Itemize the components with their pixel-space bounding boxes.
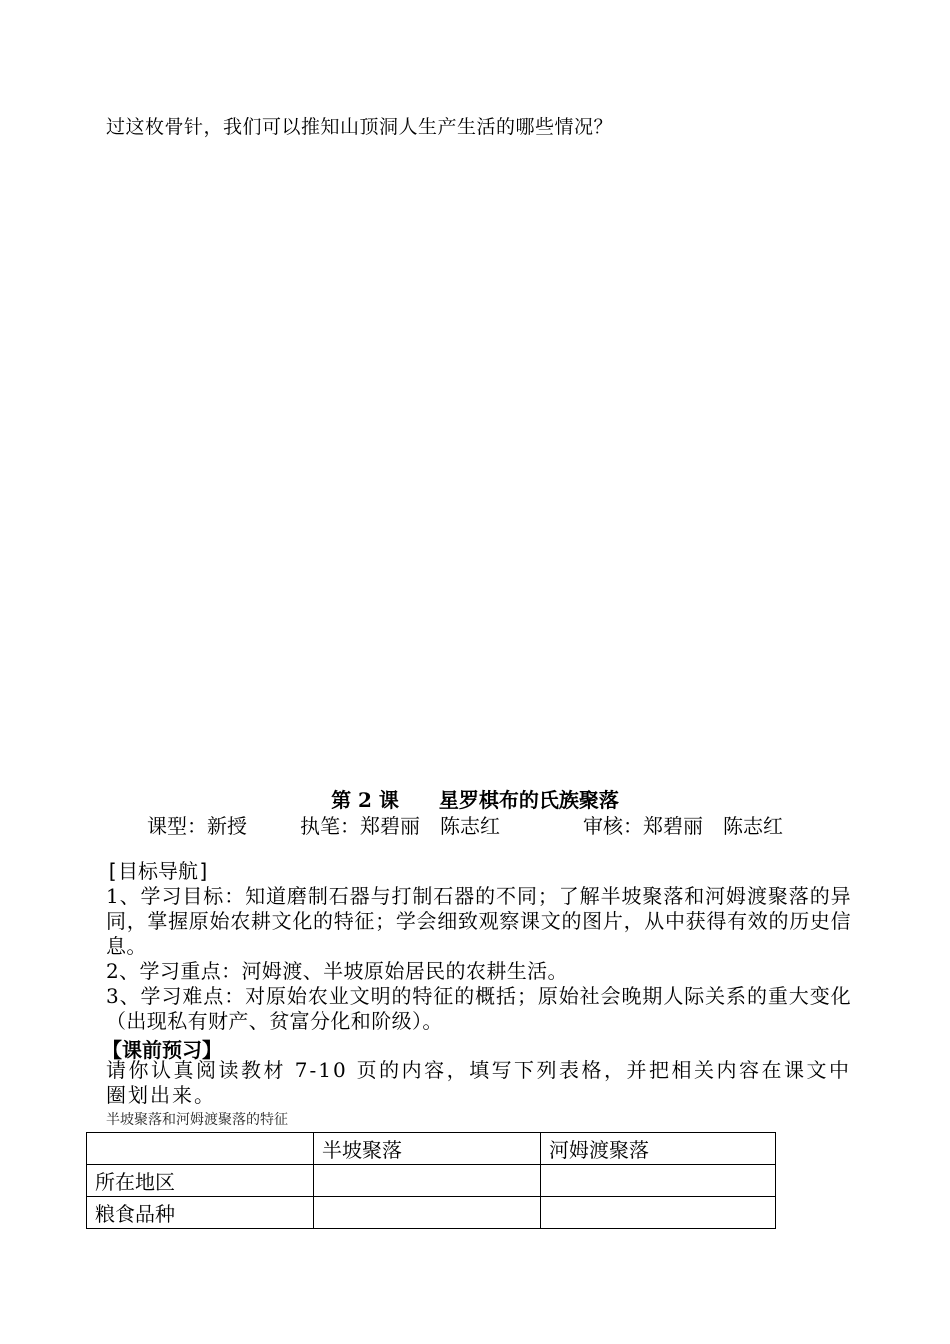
- goal-key-points: 2、学习重点：河姆渡、半坡原始居民的农耕生活。: [106, 959, 568, 983]
- lesson-reviewers: 审核：郑碧丽 陈志红: [583, 814, 783, 838]
- settlement-feature-table: [86, 1132, 776, 1229]
- table-cell[interactable]: [314, 1197, 541, 1229]
- lesson-meta: [147, 810, 783, 839]
- table-cell[interactable]: [314, 1165, 541, 1197]
- lesson-number: 第 2 课: [331, 788, 399, 812]
- table-cell[interactable]: [541, 1197, 776, 1229]
- preview-heading: 【课前预习】: [102, 1038, 222, 1062]
- goals-heading: [目标导航]: [106, 859, 211, 883]
- table-row: [87, 1165, 776, 1197]
- preview-instruction: 请你认真阅读教材 7-10 页的内容，填写下列表格，并把相关内容在课文中圈划出来。: [106, 1058, 851, 1107]
- table-caption: 半坡聚落和河姆渡聚落的特征: [106, 1112, 288, 1128]
- lesson-writers: 执笔：郑碧丽 陈志红: [300, 814, 500, 838]
- question-text: 过这枚骨针，我们可以推知山顶洞人生产生活的哪些情况？: [106, 116, 614, 138]
- table-header-row: [87, 1133, 776, 1165]
- table-header-cell: 半坡聚落: [314, 1133, 541, 1165]
- table-header-cell: [87, 1133, 314, 1165]
- table-cell[interactable]: [541, 1165, 776, 1197]
- table-row-label: 所在地区: [87, 1165, 314, 1197]
- lesson-title: [0, 784, 950, 813]
- table-row: [87, 1197, 776, 1229]
- lesson-type: 课型：新授: [147, 814, 247, 838]
- goal-objectives: 1、学习目标：知道磨制石器与打制石器的不同；了解半坡聚落和河姆渡聚落的异同，掌握原始农耕文化的特征；学会细致观察课文的图片，从中获得有效的历史信息。: [106, 884, 851, 958]
- table-row-label: 粮食品种: [87, 1197, 314, 1229]
- goal-difficulties: 3、学习难点：对原始农业文明的特征的概括；原始社会晚期人际关系的重大变化（出现私有财产、贫富分化和阶级）。: [106, 984, 851, 1033]
- lesson-name: 星罗棋布的氏族聚落: [438, 788, 619, 812]
- table-header-cell: 河姆渡聚落: [541, 1133, 776, 1165]
